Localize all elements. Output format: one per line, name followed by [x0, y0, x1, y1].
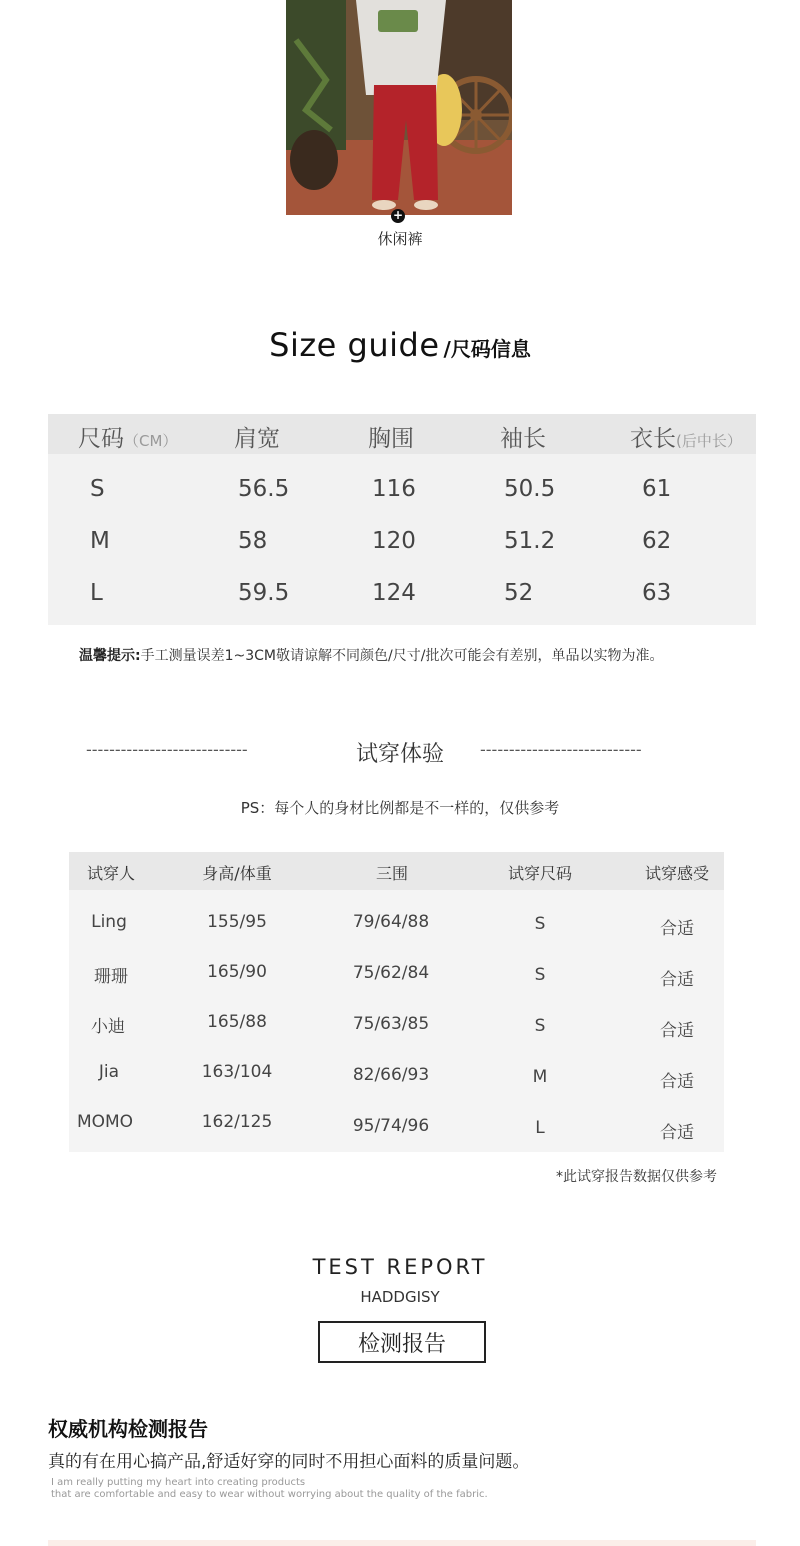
divider-left: ----------------------------	[86, 740, 248, 759]
tryon-table	[69, 852, 724, 1152]
size-cell: 51.2	[504, 528, 556, 554]
tryon-cell: 79/64/88	[352, 912, 430, 932]
plus-icon[interactable]: +	[392, 208, 404, 222]
test-report-title: TEST REPORT	[312, 1255, 488, 1279]
size-table-header	[48, 414, 756, 454]
tryon-cell: S	[534, 965, 546, 985]
tryon-ps: PS：每个人的身材比例都是不一样的，仅供参考	[240, 799, 560, 817]
size-cell: 62	[642, 528, 672, 554]
size-cell: 63	[642, 580, 672, 606]
tryon-cell: 合适	[660, 919, 694, 939]
tryon-cell: 165/90	[207, 962, 267, 982]
size-header-chest: 胸围	[368, 426, 414, 452]
size-guide-title-zh: /尺码信息	[443, 337, 531, 361]
tryon-title: 试穿体验	[355, 742, 444, 767]
tryon-cell: S	[534, 914, 546, 934]
tryon-cell: 162/125	[201, 1112, 273, 1132]
tryon-cell: 合适	[660, 1072, 694, 1092]
bottom-strip	[48, 1540, 756, 1546]
tryon-header-feel: 试穿感受	[644, 864, 709, 883]
brand-name: HADDGISY	[360, 1288, 440, 1306]
divider-right: ----------------------------	[480, 740, 642, 759]
tryon-cell: 珊珊	[94, 967, 128, 987]
size-note-text: 手工测量误差1~3CM敬请谅解不同颜色/尺寸/批次可能会有差别，单品以实物为准。	[140, 648, 664, 664]
tryon-header-height-weight: 身高/体重	[202, 864, 272, 883]
tryon-cell: 163/104	[201, 1062, 273, 1082]
size-cell: M	[90, 528, 110, 554]
size-header-size: 尺码（CM）	[78, 426, 178, 452]
tryon-cell: 合适	[660, 970, 694, 990]
size-guide-title-en: Size guide	[269, 326, 440, 364]
tryon-cell: 82/66/93	[352, 1065, 430, 1085]
tryon-cell: 合适	[660, 1123, 694, 1143]
size-note	[79, 645, 663, 665]
tryon-cell: 75/63/85	[352, 1014, 430, 1034]
authority-text-en-1: I am really putting my heart into creating products	[51, 1477, 306, 1488]
tryon-cell: 75/62/84	[352, 963, 430, 983]
size-cell: 124	[372, 580, 416, 606]
tryon-cell: MOMO	[76, 1112, 134, 1132]
size-cell: 61	[642, 476, 672, 502]
test-report-label: 检测报告	[357, 1332, 446, 1357]
size-cell: 59.5	[238, 580, 290, 606]
size-cell: 116	[372, 476, 416, 502]
tryon-cell: 95/74/96	[352, 1116, 430, 1136]
authority-title: 权威机构检测报告	[48, 1417, 208, 1441]
size-header-length: 衣长(后中长）	[630, 426, 742, 452]
tryon-footnote: *此试穿报告数据仅供参考	[556, 1169, 717, 1185]
tryon-cell: M	[532, 1067, 548, 1087]
tryon-cell: L	[535, 1118, 545, 1138]
size-header-shoulder: 肩宽	[234, 426, 280, 452]
tryon-header-measurements: 三围	[375, 864, 408, 883]
tryon-table-header	[69, 852, 724, 890]
tryon-cell: Jia	[98, 1062, 120, 1082]
tryon-cell: 合适	[660, 1021, 694, 1041]
size-cell: 56.5	[238, 476, 290, 502]
size-note-label: 温馨提示:	[79, 648, 141, 664]
size-cell: L	[90, 580, 103, 606]
size-cell: 52	[504, 580, 534, 606]
authority-text-en-2: that are comfortable and easy to wear without worrying about the quality of the fabric.	[51, 1489, 488, 1500]
tryon-cell: S	[534, 1016, 546, 1036]
size-guide-heading	[0, 326, 800, 364]
tryon-cell: Ling	[91, 912, 127, 932]
test-report-box	[318, 1321, 486, 1363]
authority-text-zh: 真的有在用心搞产品,舒适好穿的同时不用担心面料的质量问题。	[48, 1452, 530, 1472]
tryon-cell: 165/88	[207, 1012, 267, 1032]
product-photo	[286, 0, 512, 215]
tryon-header-size: 试穿尺码	[507, 864, 572, 883]
size-cell: 50.5	[504, 476, 556, 502]
size-cell: 120	[372, 528, 416, 554]
tryon-header-tester: 试穿人	[86, 864, 135, 883]
tryon-cell: 小迪	[91, 1017, 125, 1037]
size-cell: S	[90, 476, 105, 502]
size-table	[48, 414, 756, 625]
size-cell: 58	[238, 528, 268, 554]
tryon-cell: 155/95	[207, 912, 267, 932]
size-header-sleeve: 袖长	[500, 426, 546, 452]
photo-caption: 休闲裤	[377, 230, 423, 248]
